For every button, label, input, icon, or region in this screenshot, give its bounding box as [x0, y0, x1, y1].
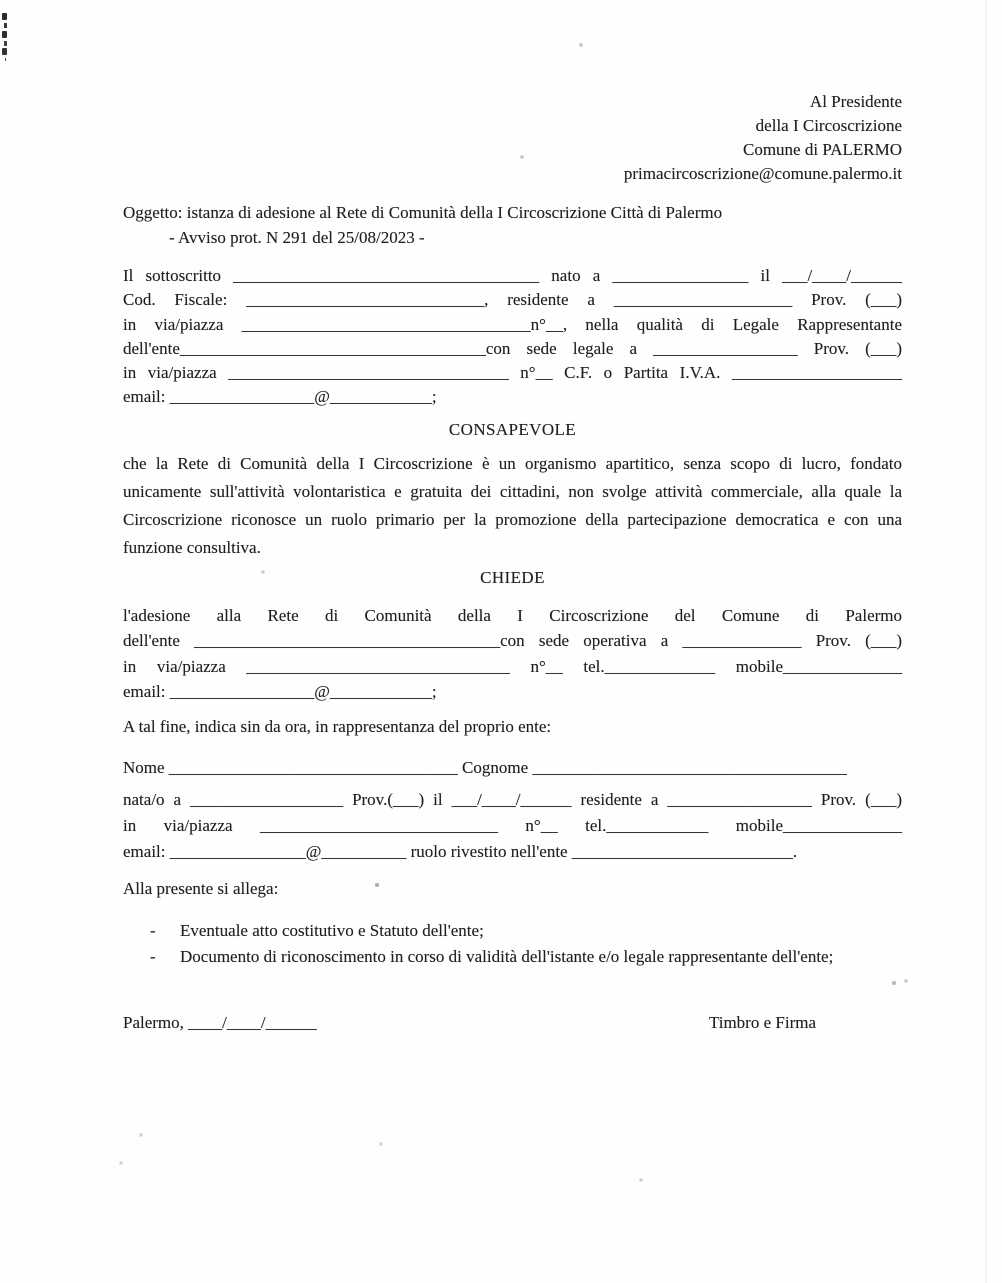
form-line-nome-cognome: Nome __________________________________ Cognome _____________________________________ [123, 757, 847, 777]
dash-marker: - [150, 920, 156, 940]
subject-block [123, 200, 902, 250]
dash-marker: - [150, 946, 156, 966]
recipient-line: Al Presidente [809, 92, 902, 111]
form-line-email-ruolo: email: ________________@__________ ruolo rivestito nell'ente __________________________. [123, 841, 798, 861]
representative-form-block [123, 787, 902, 865]
recipient-block [123, 90, 902, 186]
consapevole-paragraph: che la Rete di Comunità della I Circoscrizione è un organismo apartitico, senza scopo di lucro, fondato unicamente sull'attività volontaristica e gratuita dei cittadini, non svolge attività commerciale, alla quale la Circoscrizione riconosce un ruolo primario per la promozione della partecipazione democratica e con una funzione consultiva. [123, 453, 902, 558]
scan-artifact [2, 13, 7, 20]
footer-row [123, 1010, 902, 1035]
representative-intro: A tal fine, indica sin da ora, in rappresentanza del proprio ente: [123, 716, 552, 736]
list-item [150, 944, 902, 970]
adhesion-form-block [123, 603, 902, 705]
form-line-email-2: email: _________________@____________; [123, 682, 437, 702]
signature-label: Timbro e Firma [708, 1012, 816, 1032]
applicant-form-block [123, 264, 902, 410]
list-item-text: Eventuale atto costitutivo e Statuto dell'ente; [180, 920, 484, 940]
form-line-adesione: l'adesione alla Rete di Comunità della I Circoscrizione del Comune di Palermo [123, 605, 902, 625]
form-line-cod-fiscale: Cod. Fiscale: ____________________________, residente a _____________________ Prov. (___) [123, 290, 902, 310]
attachments-list [123, 918, 902, 970]
subject-line: Oggetto: istanza di adesione al Rete di Comunità della I Circoscrizione Città di Palermo [123, 203, 723, 222]
list-item-text: Documento di riconoscimento in corso di validità dell'istante e/o legale rappresentante dell'ente; [180, 946, 834, 966]
recipient-email: primacircoscrizione@comune.palermo.it [623, 164, 902, 183]
list-item [150, 918, 902, 944]
form-line-nata-a: nata/o a __________________ Prov.(___) il ___/____/______ residente a _________________ Prov. (___) [123, 789, 902, 809]
form-line-via-piazza-4: in via/piazza ____________________________ n°__ tel.____________ mobile______________ [123, 815, 902, 835]
form-line-email-1: email: _________________@____________; [123, 387, 437, 407]
recipient-line: della I Circoscrizione [755, 116, 902, 135]
form-line-via-piazza-1: in via/piazza __________________________________n°__, nella qualità di Legale Rappresentante [123, 314, 902, 334]
form-line-sottoscritto: Il sottoscritto ____________________________________ nato a ________________ il ___/____/______ [123, 266, 902, 285]
form-line-sede-operativa: dell'ente ____________________________________con sede operativa a ______________ Prov. (___) [123, 631, 902, 651]
subject-notice-line: - Avviso prot. N 291 del 25/08/2023 - [169, 228, 425, 247]
section-heading-chiede: CHIEDE [480, 567, 545, 587]
recipient-line: Comune di PALERMO [742, 140, 902, 159]
form-line-via-piazza-3: in via/piazza _______________________________ n°__ tel._____________ mobile______________ [123, 656, 902, 676]
scan-noise [0, 0, 2, 2]
form-line-via-piazza-2: in via/piazza _________________________________ n°__ C.F. o Partita I.V.A. ____________________ [123, 363, 902, 383]
scan-edge-line [985, 0, 987, 1283]
form-line-ente: dell'ente____________________________________con sede legale a _________________ Prov. (___) [123, 338, 902, 358]
section-heading-consapevole: CONSAPEVOLE [448, 419, 577, 439]
date-line: Palermo, ____/____/______ [123, 1012, 317, 1032]
attachments-intro: Alla presente si allega: [123, 878, 279, 898]
